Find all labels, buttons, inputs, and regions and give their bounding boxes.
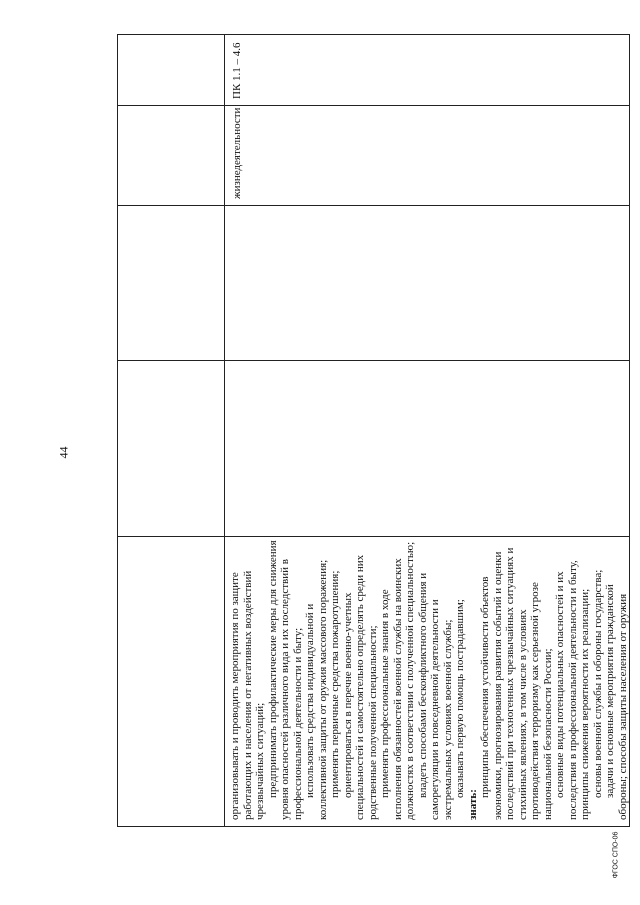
skill-paragraph: основные виды потенциальных опасностей и их последствия в профессиональной деятельности и быту, принципы снижения вероятности их реализации; (554, 560, 591, 820)
skills-knowledge-cell (225, 537, 630, 827)
table-cell-left-4 (118, 106, 225, 206)
page-number-text: 44 (56, 446, 71, 458)
skill-paragraph: оказывать первую помощь пострадавшим; (454, 599, 466, 798)
skill-paragraph: задачи и основные мероприятия гражданской обороны; способы защиты населения от оружия (604, 584, 629, 820)
competence-cell-text: ПК 1.1 – 4.6 (231, 42, 243, 99)
skill-paragraph: применять профессиональные знания в ходе исполнения обязанностей военной службы на воинских должностях в соответствии с полученной специальностью; (379, 541, 416, 820)
competence-cell (225, 35, 630, 106)
skill-paragraph: ориентироваться в перечне военно-учетных специальностей и самостоятельно определять среди них родственные полученной специальности; (341, 554, 379, 820)
page-number (51, 441, 77, 463)
rotated-table-container (117, 35, 629, 827)
footer-code (608, 815, 624, 895)
table-cell-left-5 (118, 35, 225, 106)
table-row-main (225, 35, 630, 827)
skill-paragraph: применять первичные средства пожаротушения; (329, 570, 341, 798)
table-cell-empty-2 (225, 206, 630, 361)
skill-paragraph: использовать средства индивидуальной и коллективной защиты от оружия массового поражения; (304, 559, 329, 820)
skill-paragraph: предпринимать профилактические меры для снижения уровня опасностей различного вида и их последствий в профессиональной деятельности и быту; (266, 540, 304, 820)
table-cell-left-3 (118, 206, 225, 361)
skill-paragraph: принципы обеспечения устойчивости объектов экономики, прогнозирования развития событий и оценки последствий при техногенных чрезвычайных ситуациях и стихийных явлениях, в том числе в условиях противодействия терроризму как серьезной угрозе национальной безопасности России; (479, 547, 554, 820)
skill-paragraph: владеть способами бесконфликтного общения и саморегуляции в повседневной деятельности и экстремальных условиях военной службы; (416, 572, 454, 820)
table-row-left-strip (118, 35, 225, 827)
section-heading-knowledge: знать: (466, 789, 479, 820)
subject-cell (225, 106, 630, 206)
subject-cell-text: жизнедеятельности (231, 107, 243, 199)
table-cell-empty-1 (225, 361, 630, 537)
skill-paragraph: основы военной службы и обороны государства; (591, 569, 604, 798)
table-cell-left-1 (118, 537, 225, 827)
table-cell-left-2 (118, 361, 225, 537)
skill-paragraph: организовывать и проводить мероприятия по защите работающих и населения от негативных воздействий чрезвычайных ситуаций; (229, 570, 266, 820)
standards-table (117, 34, 630, 827)
footer-code-text: ФГОС СПО-06 (612, 831, 620, 879)
